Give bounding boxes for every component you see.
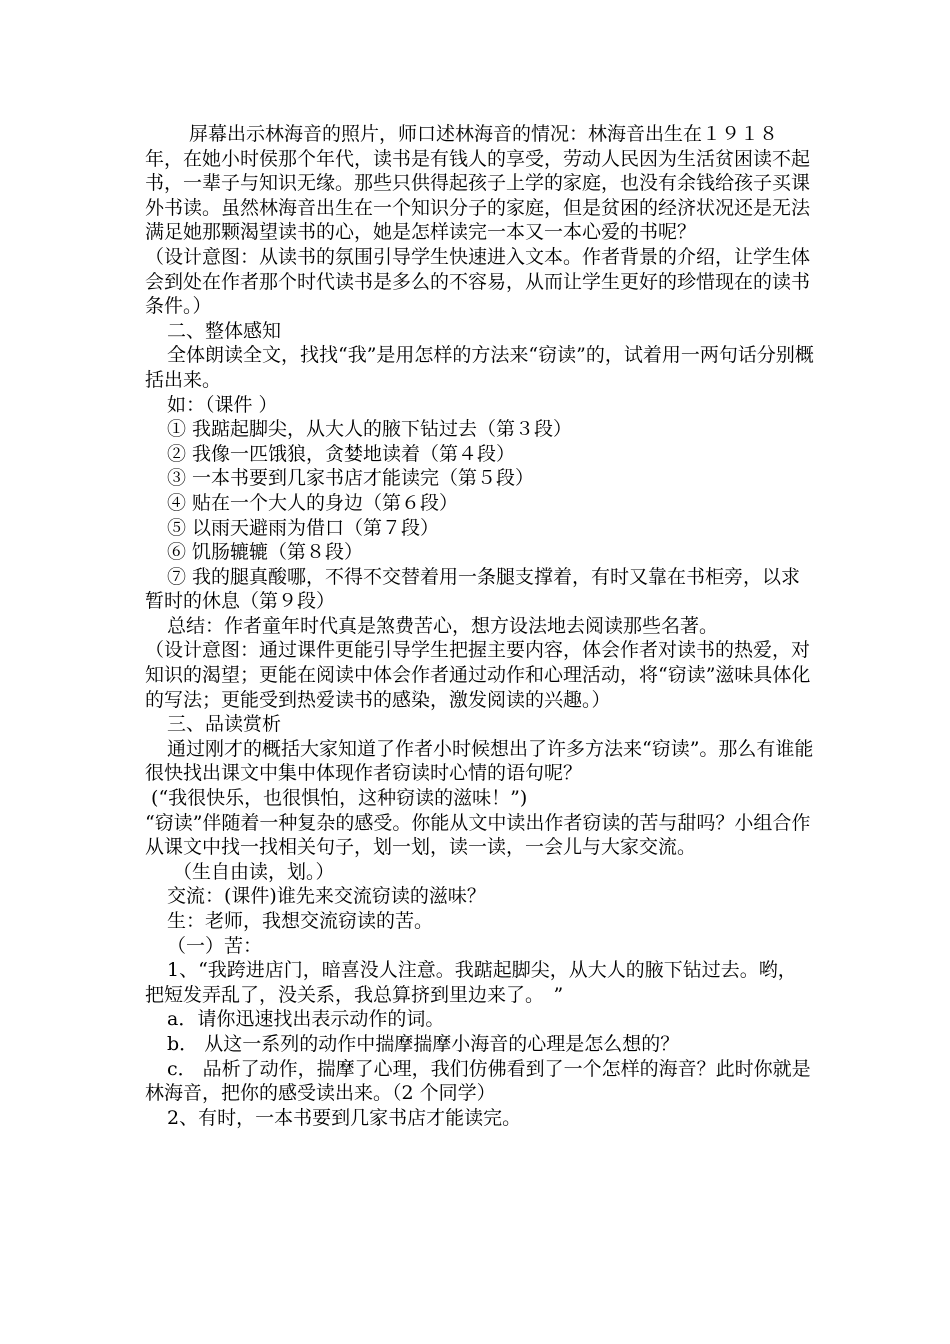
paragraph-point-b: b． 从这一系列的动作中揣摩揣摩小海音的心理是怎么想的？ [167,1032,680,1055]
subheading-bitter: （一）苦： [167,934,263,957]
list-item-6: ⑥ 饥肠辘辘（第８段） [167,541,364,564]
paragraph-intro: 屏幕出示林海音的照片，师口述林海音的情况：林海音出生在１９１８年，在她小时侯那个年代，读书是有钱人的享受，劳动人民因为生活贫困读不起书，一辈子与知识无缘。那些只供得起孩子上学的家庭，也没有余钱给孩子买课外书读。虽然林海音出生在一个知识分子的家庭，但是贫困的经济状况还是无法满足她那颗渴望读书的心，她是怎样读完一本又一本心爱的书呢？ [145,123,811,244]
list-item-5: ⑤ 以雨天避雨为借口（第７段） [167,516,440,539]
paragraph-design-intent-1: （设计意图：从读书的氛围引导学生快速进入文本。作者背景的介绍，让学生体会到处在作者那个时代读书是多么的不容易，从而让学生更好的珍惜现在的读书条件。） [145,245,811,318]
paragraph-summary: 总结：作者童年时代真是煞费苦心，想方设法地去阅读那些名著。 [167,614,719,637]
paragraph-example-label: 如：（课件 ） [167,393,278,416]
list-item-2: ② 我像一匹饿狼，贪婪地读着（第４段） [167,442,516,465]
list-item-1: ① 我踮起脚尖，从大人的腋下钻过去（第３段） [167,418,573,441]
paragraph-point-c: c． 品析了动作，揣摩了心理，我们仿佛看到了一个怎样的海音？此时你就是林海音，把你的感受读出来。（2 个同学） [145,1057,811,1105]
section-heading-overall: 二、整体感知 [167,319,282,342]
paragraph-point-a: a．请你迅速找出表示动作的词。 [167,1008,445,1031]
paragraph-point-1: 1、“我跨进店门，暗喜没人注意。我踮起脚尖，从大人的腋下钻过去。哟，把短发弄乱了，没关系，我总算挤到里边来了。 ” [145,959,797,1006]
paragraph-design-intent-2: （设计意图：通过课件更能引导学生把握主要内容，体会作者对读书的热爱，对知识的渴望；更能在阅读中体会作者通过动作和心理活动，将“窃读”滋味具体化的写法；更能受到热爱读书的感染，激发阅读的兴趣。） [145,639,811,711]
paragraph-student: 生：老师，我想交流窃读的苦。 [167,910,434,932]
list-item-7: ⑦ 我的腿真酸哪，不得不交替着用一条腿支撑着，有时又靠在书柜旁，以求暂时的休息（第９段） [145,565,801,613]
list-item-3: ③ 一本书要到几家书店才能读完（第５段） [167,467,535,490]
paragraph-quote: (“我很快乐，也很惧怕，这种窃读的滋味！”) [145,787,528,810]
paragraph-free-reading: （生自由读，划。） [173,860,335,883]
paragraph-group-task: “窃读”伴随着一种复杂的感受。你能从文中读出作者窃读的苦与甜吗？小组合作从课文中找一找相关句子，划一划，读一读，一会儿与大家交流。 [145,811,811,859]
section-heading-appreciation: 三、品读赏析 [167,713,282,736]
paragraph-exchange: 交流：(课件)谁先来交流窃读的滋味？ [167,885,486,908]
paragraph-point-2: 2、有时，一本书要到几家书店才能读完。 [167,1106,522,1129]
list-item-4: ④ 贴在一个大人的身边（第６段） [167,491,459,514]
document-page [145,122,815,1130]
paragraph-read-aloud: 全体朗读全文，找找“我”是用怎样的方法来“窃读”的，试着用一两句话分别概括出来。 [145,344,814,391]
paragraph-question: 通过刚才的概括大家知道了作者小时候想出了许多方法来“窃读”。那么有谁能很快找出课文中集中体现作者窃读时心情的语句呢？ [145,737,814,785]
